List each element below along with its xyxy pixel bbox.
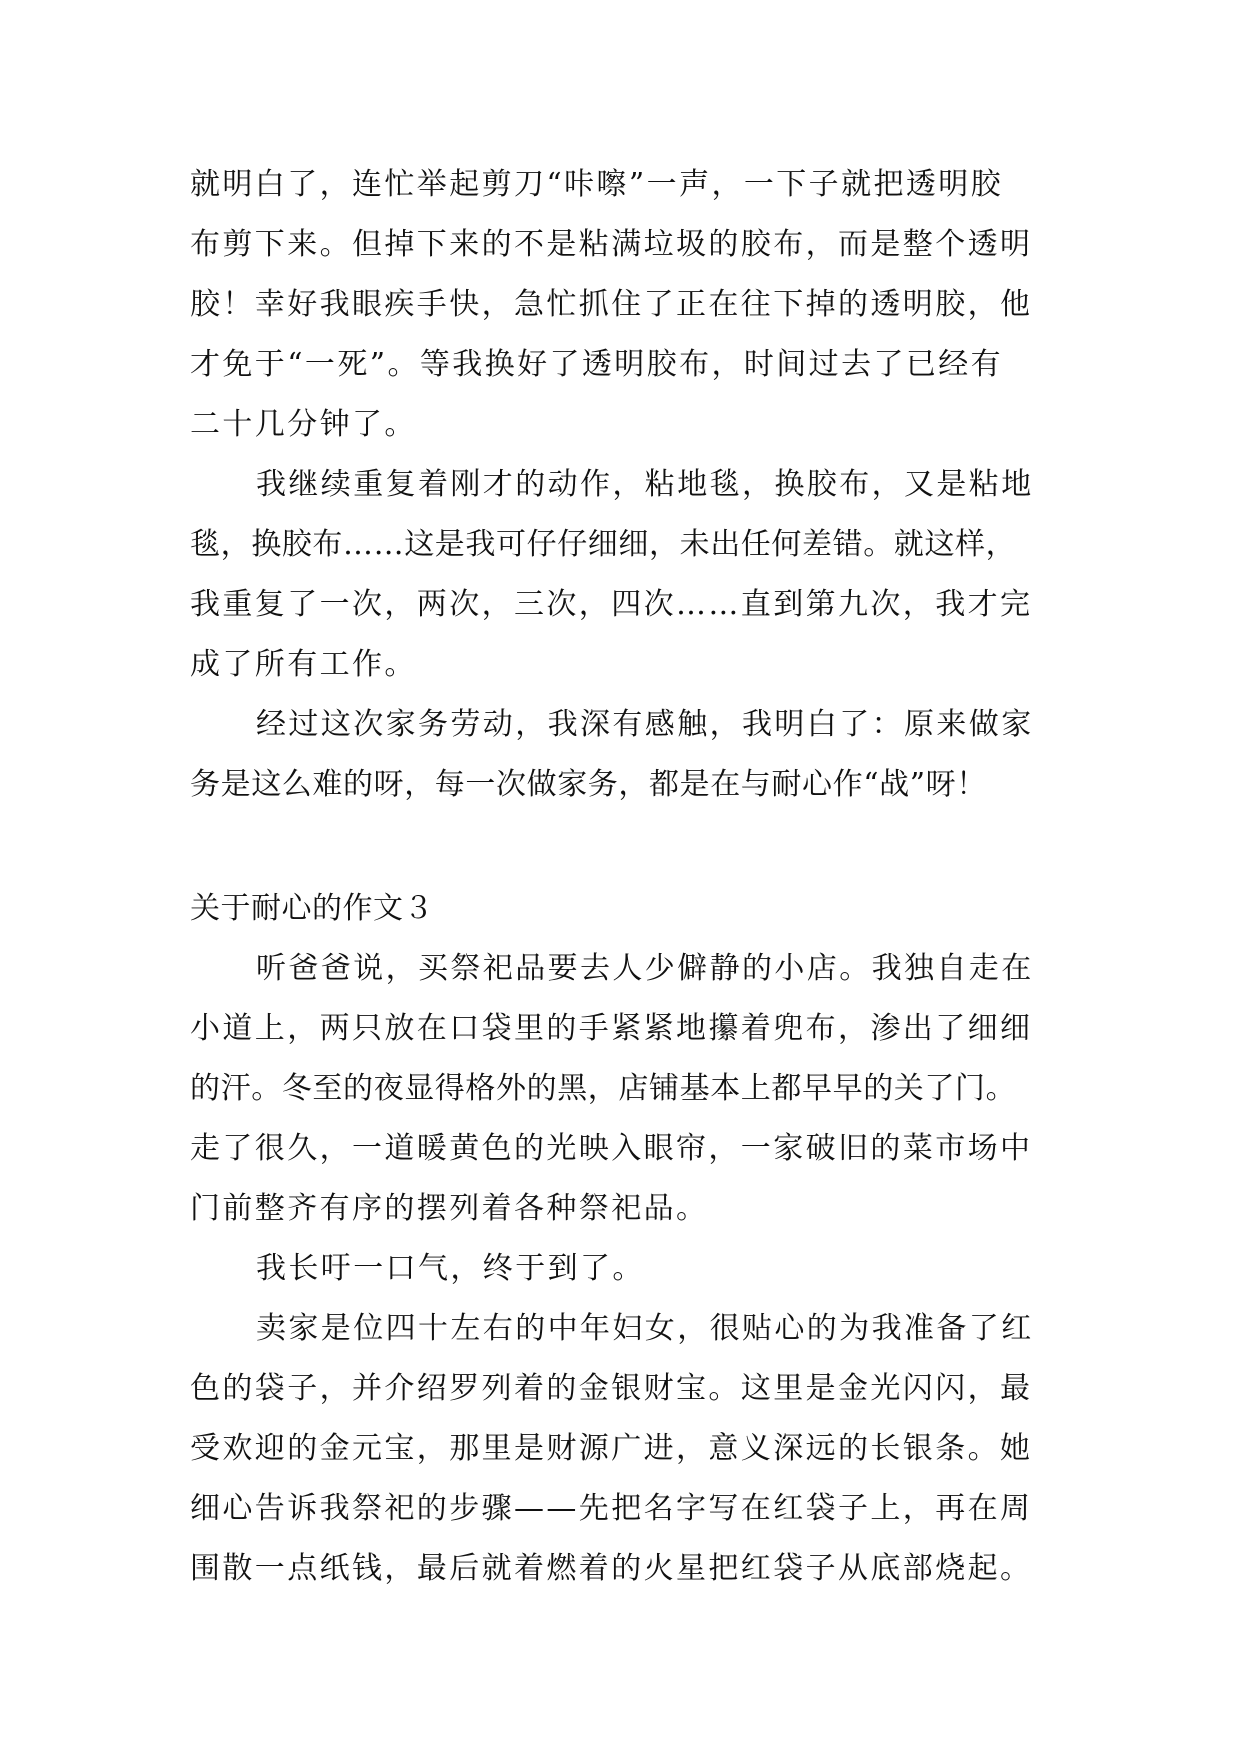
text-line: 色的袋子，并介绍罗列着的金银财宝。这里是金光闪闪，最 [190, 1371, 1033, 1406]
text-line: 卖家是位四十左右的中年妇女，很贴心的为我准备了红 [256, 1311, 1034, 1346]
section-heading: 关于耐心的作文３ [190, 891, 434, 926]
text-line: 毯，换胶布……这是我可仔仔细细，未出任何差错。就这样， [190, 527, 1017, 562]
text-line: 务是这么难的呀，每一次做家务，都是在与耐心作“战”呀！ [190, 767, 987, 802]
text-line: 我长吁一口气，终于到了。 [256, 1251, 645, 1286]
paragraph [190, 155, 1075, 455]
document-body [190, 155, 1075, 1599]
text-line: 的汗。冬至的夜显得格外的黑，店铺基本上都早早的关了门。 [190, 1071, 1017, 1106]
text-line: 胶！幸好我眼疾手快，急忙抓住了正在往下掉的透明胶，他 [190, 287, 1033, 322]
paragraph-gap [190, 815, 1075, 879]
paragraph [190, 695, 1075, 815]
text-line: 走了很久，一道暖黄色的光映入眼帘，一家破旧的菜市场中 [190, 1131, 1033, 1166]
text-line: 布剪下来。但掉下来的不是粘满垃圾的胶布，而是整个透明 [190, 227, 1033, 262]
text-line: 门前整齐有序的摆列着各种祭祀品。 [190, 1191, 709, 1226]
paragraph [190, 939, 1075, 1239]
text-line: 成了所有工作。 [190, 647, 417, 682]
text-line: 受欢迎的金元宝，那里是财源广进，意义深远的长银条。她 [190, 1431, 1033, 1466]
text-line: 经过这次家务劳动，我深有感触，我明白了：原来做家 [256, 707, 1034, 742]
text-line: 就明白了，连忙举起剪刀“咔嚓”一声，一下子就把透明胶 [190, 167, 1004, 202]
text-line: 二十几分钟了。 [190, 407, 417, 442]
text-line: 我继续重复着刚才的动作，粘地毯，换胶布，又是粘地 [256, 467, 1034, 502]
paragraph [190, 1239, 1075, 1299]
paragraph [190, 1299, 1075, 1599]
text-line: 细心告诉我祭祀的步骤——先把名字写在红袋子上，再在周 [190, 1491, 1033, 1526]
text-line: 小道上，两只放在口袋里的手紧紧地攥着兜布，渗出了细细 [190, 1011, 1033, 1046]
text-line: 才免于“一死”。等我换好了透明胶布，时间过去了已经有 [190, 347, 1004, 382]
text-line: 围散一点纸钱，最后就着燃着的火星把红袋子从底部烧起。 [190, 1551, 1033, 1586]
text-line: 我重复了一次，两次，三次，四次……直到第九次，我才完 [190, 587, 1033, 622]
paragraph [190, 455, 1075, 695]
text-line: 听爸爸说，买祭祀品要去人少僻静的小店。我独自走在 [256, 951, 1034, 986]
